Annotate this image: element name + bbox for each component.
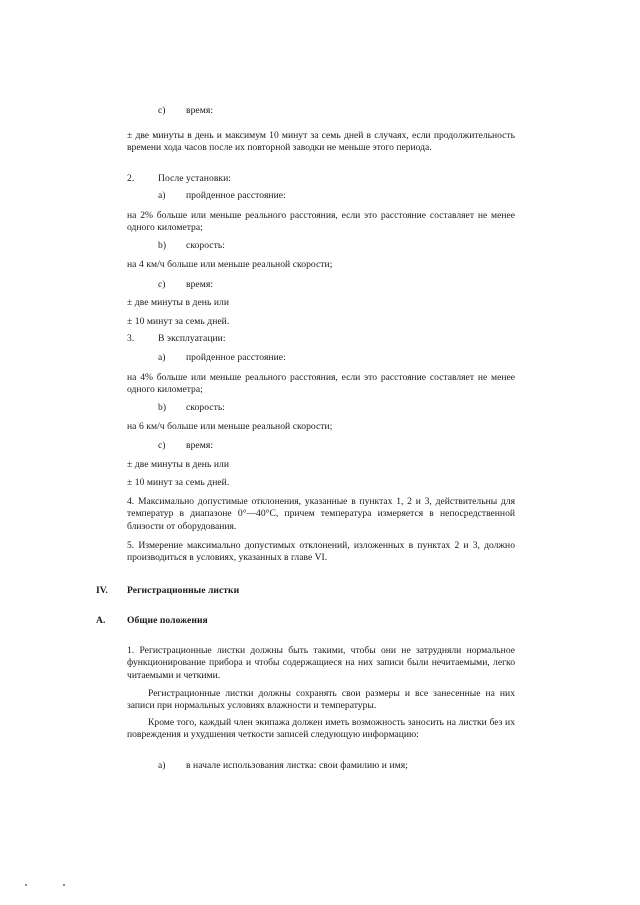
section-number: 2. xyxy=(127,173,135,184)
item-label: c) xyxy=(158,279,166,290)
paragraph: ± две минуты в день или xyxy=(127,297,230,308)
item-label: a) xyxy=(158,352,166,363)
item-text: пройденное расстояние: xyxy=(186,352,286,363)
section-text: После установки: xyxy=(158,173,232,184)
paragraph: 5. Измерение максимально допустимых отклонений, изложенных в пунктах 2 и 3, должно производиться в условиях, указанных в главе VI. xyxy=(127,540,515,564)
item-label: b) xyxy=(158,240,167,251)
paragraph: на 6 км/ч больше или меньше реальной скорости; xyxy=(127,421,333,432)
subsection-number: A. xyxy=(96,615,106,626)
section-text: В эксплуатации: xyxy=(158,333,226,344)
paragraph: Регистрационные листки должны сохранять свои размеры и все занесенные на них записи при нормальных условиях влажности и температуры. xyxy=(127,688,515,712)
paragraph: ± 10 минут за семь дней. xyxy=(127,477,230,488)
paragraph: Кроме того, каждый член экипажа должен иметь возможность заносить на листки без их повреждения и ухудшения четкости записей следующую информацию: xyxy=(127,717,515,741)
paragraph: 4. Максимально допустимые отклонения, указанные в пунктах 1, 2 и 3, действительны для температур в диапазоне 0°—40°С, причем температура измеряется в непосредственной близости от оборудования. xyxy=(127,496,515,532)
paragraph: на 2% больше или меньше реального расстояния, если это расстояние составляет не менее одного километра; xyxy=(127,210,515,234)
item-text: время: xyxy=(186,105,214,116)
item-label: c) xyxy=(158,105,166,116)
paragraph: ± две минуты в день и максимум 10 минут за семь дней в случаях, если продолжительность времени хода часов после их повторной заводки не меньше этого периода. xyxy=(127,130,515,154)
item-text: скорость: xyxy=(186,240,226,251)
item-text: скорость: xyxy=(186,402,226,413)
item-label: c) xyxy=(158,440,166,451)
paragraph: ± 10 минут за семь дней. xyxy=(127,316,230,327)
item-label: a) xyxy=(158,760,166,771)
item-label: a) xyxy=(158,190,166,201)
chapter-number: IV. xyxy=(96,585,108,596)
item-text: время: xyxy=(186,440,214,451)
chapter-title: Регистрационные листки xyxy=(127,585,240,596)
paragraph: на 4% больше или меньше реального расстояния, если это расстояние составляет не менее одного километра; xyxy=(127,372,515,396)
section-number: 3. xyxy=(127,333,135,344)
item-text: в начале использования листка: свои фамилию и имя; xyxy=(186,760,408,771)
scan-speck xyxy=(25,884,27,886)
paragraph: ± две минуты в день или xyxy=(127,459,230,470)
scan-speck xyxy=(63,884,65,886)
subsection-title: Общие положения xyxy=(127,615,208,626)
item-text: пройденное расстояние: xyxy=(186,190,286,201)
item-label: b) xyxy=(158,402,167,413)
paragraph: 1. Регистрационные листки должны быть такими, чтобы они не затрудняли нормальное функционирование прибора и чтобы содержащиеся на них записи были нечитаемыми, легко читаемыми и четкими. xyxy=(127,645,515,681)
item-text: время: xyxy=(186,279,214,290)
paragraph: на 4 км/ч больше или меньше реальной скорости; xyxy=(127,259,333,270)
